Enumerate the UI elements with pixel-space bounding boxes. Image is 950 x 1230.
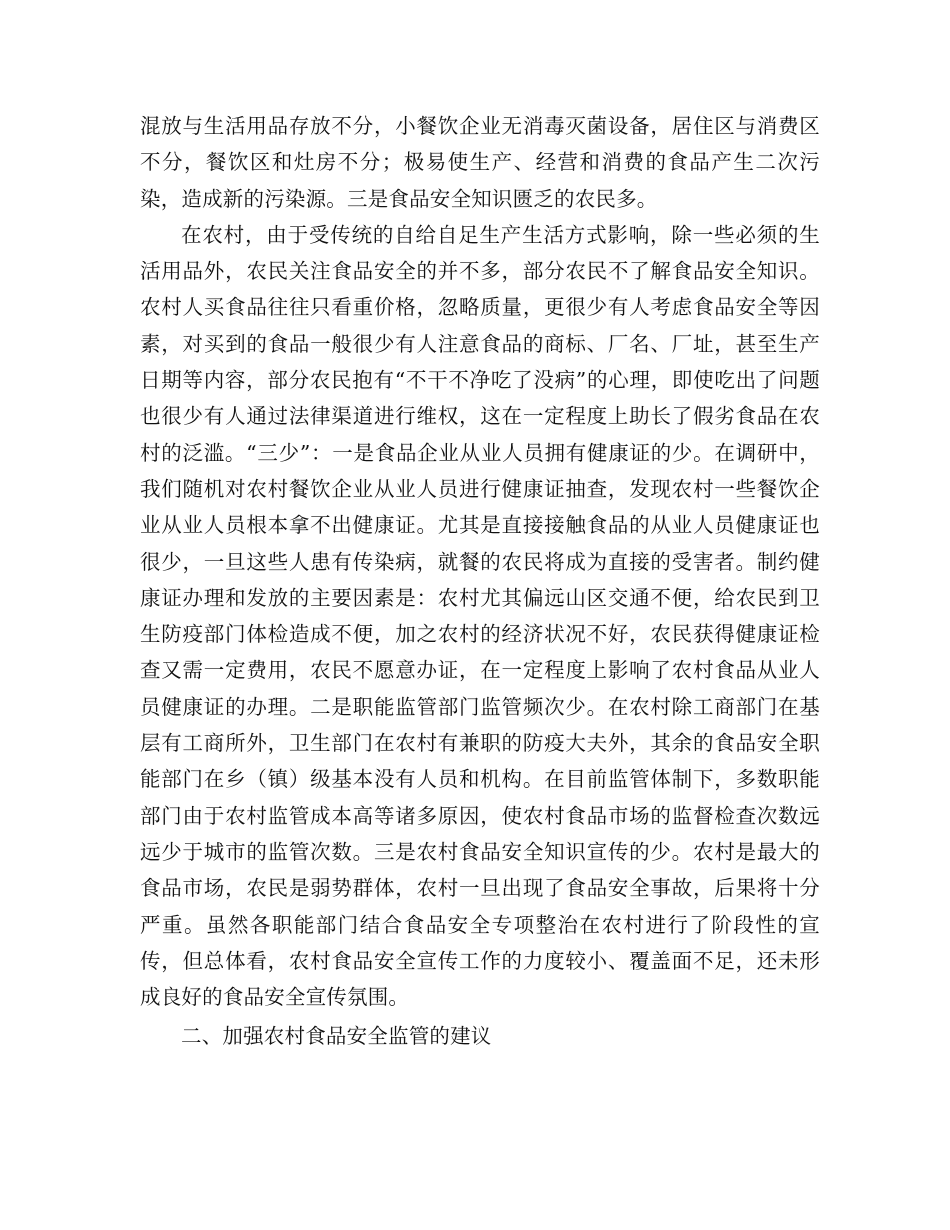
section-heading: 二、加强农村食品安全监管的建议 bbox=[181, 1024, 492, 1049]
document-body bbox=[140, 108, 820, 1055]
paragraph-rural-food-safety: 在农村，由于受传统的自给自足生产生活方式影响，除一些必须的生活用品外，农民关注食品安全的并不多，部分农民不了解食品安全知识。农村人买食品往往只看重价格，忽略质量，更很少有人考虑食品安全等因素，对买到的食品一般很少有人注意食品的商标、厂名、厂址，甚至生产日期等内容，部分农民抱有“不干不净吃了没病”的心理，即使吃出了问题也很少有人通过法律渠道进行维权，这在一定程度上助长了假劣食品在农村的泛滥。“三少”：一是食品企业从业人员拥有健康证的少。在调研中，我们随机对农村餐饮企业从业人员进行健康证抽查，发现农村一些餐饮企业从业人员根本拿不出健康证。尤其是直接接触食品的从业人员健康证也很少，一旦这些人患有传染病，就餐的农民将成为直接的受害者。制约健康证办理和发放的主要因素是：农村尤其偏远山区交通不便，给农民到卫生防疫部门体检造成不便，加之农村的经济状况不好，农民获得健康证检查又需一定费用，农民不愿意办证，在一定程度上影响了农村食品从业人员健康证的办理。二是职能监管部门监管频次少。在农村除工商部门在基层有工商所外，卫生部门在农村有兼职的防疫大夫外，其余的食品安全职能部门在乡（镇）级基本没有人员和机构。在目前监管体制下，多数职能部门由于农村监管成本高等诸多原因，使农村食品市场的监督检查次数远远少于城市的监管次数。三是农村食品安全知识宣传的少。农村是最大的食品市场，农民是弱势群体，农村一旦出现了食品安全事故，后果将十分严重。虽然各职能部门结合食品安全专项整治在农村进行了阶段性的宣传，但总体看，农村食品安全宣传工作的力度较小、覆盖面不足，还未形成良好的食品安全宣传氛围。 bbox=[140, 222, 820, 1010]
paragraph-continuation: 混放与生活用品存放不分，小餐饮企业无消毒灭菌设备，居住区与消费区不分，餐饮区和灶房不分；极易使生产、经营和消费的食品产生二次污染，造成新的污染源。三是食品安全知识匮乏的农民多。 bbox=[140, 114, 820, 211]
